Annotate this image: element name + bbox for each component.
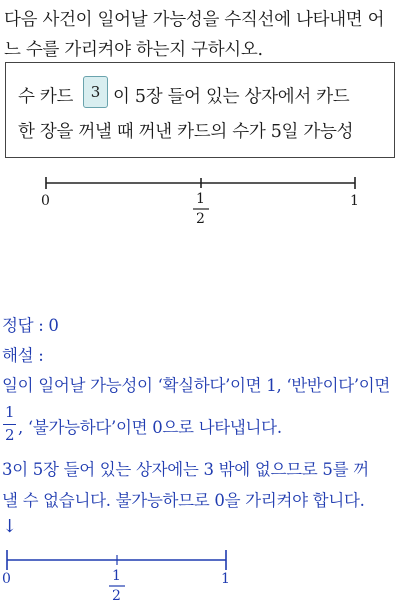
top-label-one: 1 <box>350 193 359 209</box>
bottom-label-half-numerator: 1 <box>112 568 121 584</box>
top-label-half-denominator: 2 <box>196 211 205 227</box>
question-line-2: 느 수를 가리켜야 하는지 구하시오. <box>4 40 263 60</box>
top-label-half-numerator: 1 <box>196 191 205 207</box>
box-text-after-card: 이 5장 들어 있는 상자에서 카드 <box>113 87 350 107</box>
explanation-fraction-denominator: 2 <box>5 426 15 444</box>
explanation-heading: 해설 : <box>2 346 44 365</box>
explanation-line-2: , ‘불가능하다’이면 0으로 나타냅니다. <box>18 418 282 437</box>
number-card-value: 3 <box>90 83 101 101</box>
box-text-before-card: 수 카드 <box>18 87 74 107</box>
bottom-label-one: 1 <box>221 571 230 587</box>
arrow-down-icon: ↓ <box>2 516 18 537</box>
explanation-line-4: 낼 수 없습니다. 불가능하므로 0을 가리켜야 합니다. <box>2 491 365 510</box>
box-text-line-2: 한 장을 꺼낼 때 꺼낸 카드의 수가 5일 가능성 <box>18 122 354 142</box>
bottom-label-zero: 0 <box>2 571 11 587</box>
explanation-line-3: 3이 5장 들어 있는 상자에는 3 밖에 없으므로 5를 꺼 <box>2 460 369 479</box>
top-label-zero: 0 <box>41 193 50 209</box>
bottom-label-half-denominator: 2 <box>112 588 121 604</box>
explanation-line-1: 일이 일어날 가능성이 ‘확실하다’이면 1, ‘반반이다’이면 <box>2 376 391 395</box>
question-line-1: 다음 사건이 일어날 가능성을 수직선에 나타내면 어 <box>4 10 385 30</box>
answer-line: 정답 : 0 <box>2 316 59 335</box>
explanation-fraction-numerator: 1 <box>5 403 15 421</box>
